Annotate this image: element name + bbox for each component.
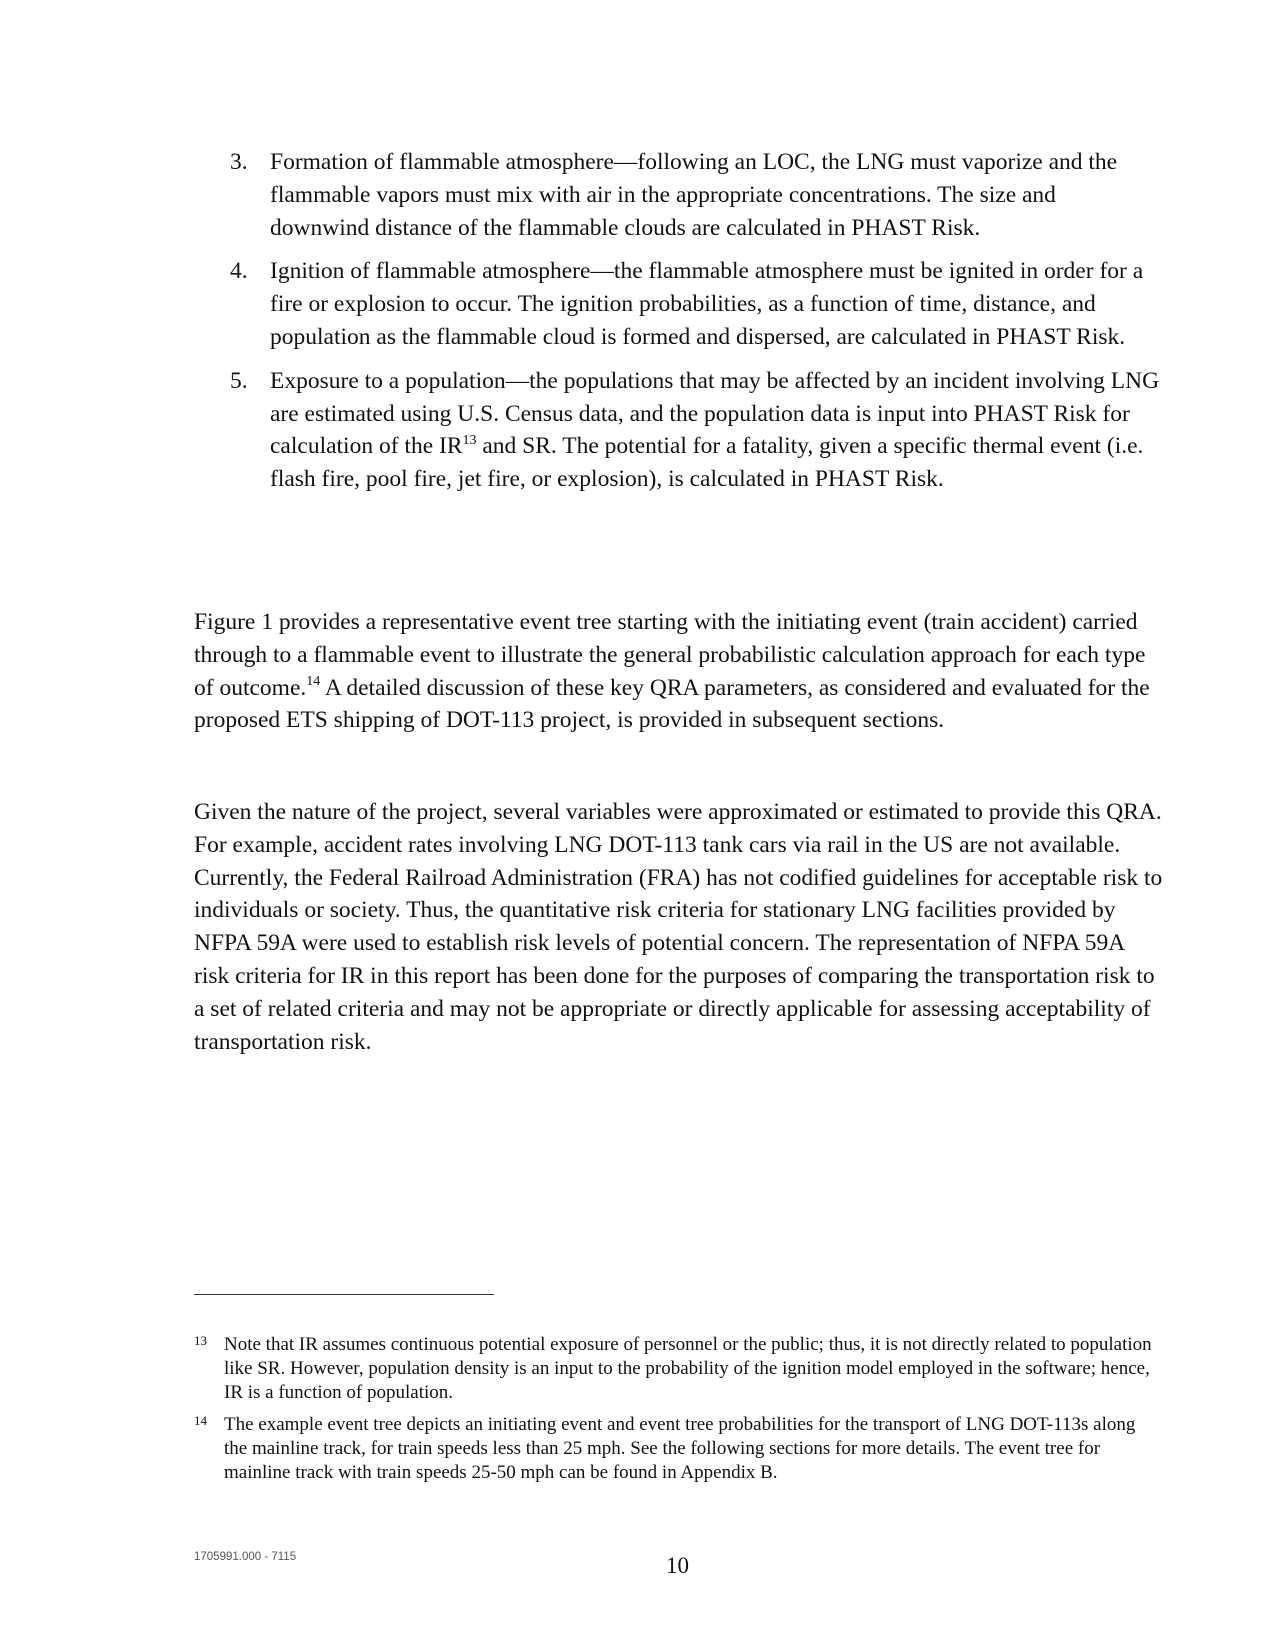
numbered-list: [230, 146, 1160, 507]
paragraph-text: A detailed discussion of these key QRA parameters, as considered and evaluated for the proposed ETS shipping of DOT-113 project, is provided in subsequent sections.: [194, 674, 1150, 734]
footnote-mark: 14: [194, 1413, 207, 1428]
list-item-number: 3.: [230, 149, 248, 175]
footnote-text: Note that IR assumes continuous potential exposure of personnel or the public; thus, it is not directly related to population like SR. However, population density is an input to the probability of the ignition model employed in the software; hence, IR is a function of population.: [224, 1334, 1152, 1403]
body-paragraph: Given the nature of the project, several variables were approximated or estimated to provide this QRA. For example, accident rates involving LNG DOT-113 tank cars via rail in the US are not available. Currently, the Federal Railroad Administration (FRA) has not codified guidelines for acceptable risk to individuals or society. Thus, the quantitative risk criteria for stationary LNG facilities provided by NFPA 59A were used to establish risk levels of potential concern. The representation of NFPA 59A risk criteria for IR in this report has been done for the purposes of comparing the transportation risk to a set of related criteria and may not be appropriate or directly applicable for assessing acceptability of transportation risk.: [194, 799, 1163, 1055]
list-item-text: and SR. The potential for a fatality, given a specific thermal event (i.e. flash fire, pool fire, jet fire, or explosion), is calculated in PHAST Risk.: [270, 433, 1144, 493]
list-item: [230, 255, 1160, 353]
page-number: 10: [666, 1553, 689, 1578]
list-item-number: 5.: [230, 367, 248, 394]
document-id: 1705991.000 - 7115: [194, 1551, 297, 1563]
paragraph-text: Figure 1 provides a representative event tree starting with the initiating event (train accident) carried through to a flammable event to illustrate the general probabilistic calculation approach for each type of outcome.: [194, 609, 1146, 701]
footnote-mark: 13: [194, 1333, 207, 1348]
footnote-separator: [194, 1294, 494, 1295]
list-item: [230, 146, 1160, 244]
list-item-text: Ignition of flammable atmosphere—the flammable atmosphere must be ignited in order for a fire or explosion to occur. The ignition probabilities, as a function of time, distance, and population as the flammable cloud is formed and dispersed, are calculated in PHAST Risk.: [270, 258, 1144, 350]
footnote: [194, 1333, 1154, 1405]
body-paragraph: [194, 606, 1164, 737]
footnote-reference[interactable]: 13: [462, 432, 477, 448]
list-item: [230, 365, 1160, 496]
footnote-reference[interactable]: 14: [306, 673, 321, 689]
list-item-number: 4.: [230, 258, 248, 285]
list-item-text: Exposure to a population—the populations that may be affected by an incident involving LNG are estimated using U.S. Census data, and the population data is input into PHAST Risk for calculation of the IR: [270, 367, 1160, 460]
list-item-text: Formation of flammable atmosphere—following an LOC, the LNG must vaporize and the flammable vapors must mix with air in the appropriate concentrations. The size and downwind distance of the flammable clouds are calculated in PHAST Risk.: [270, 149, 1118, 241]
footnote-text: The example event tree depicts an initiating event and event tree probabilities for the transport of LNG DOT-113s along the mainline track, for train speeds less than 25 mph. See the following sections for more details. The event tree for mainline track with train speeds 25-50 mph can be found in Appendix B.: [224, 1414, 1136, 1483]
footnote: [194, 1413, 1154, 1485]
